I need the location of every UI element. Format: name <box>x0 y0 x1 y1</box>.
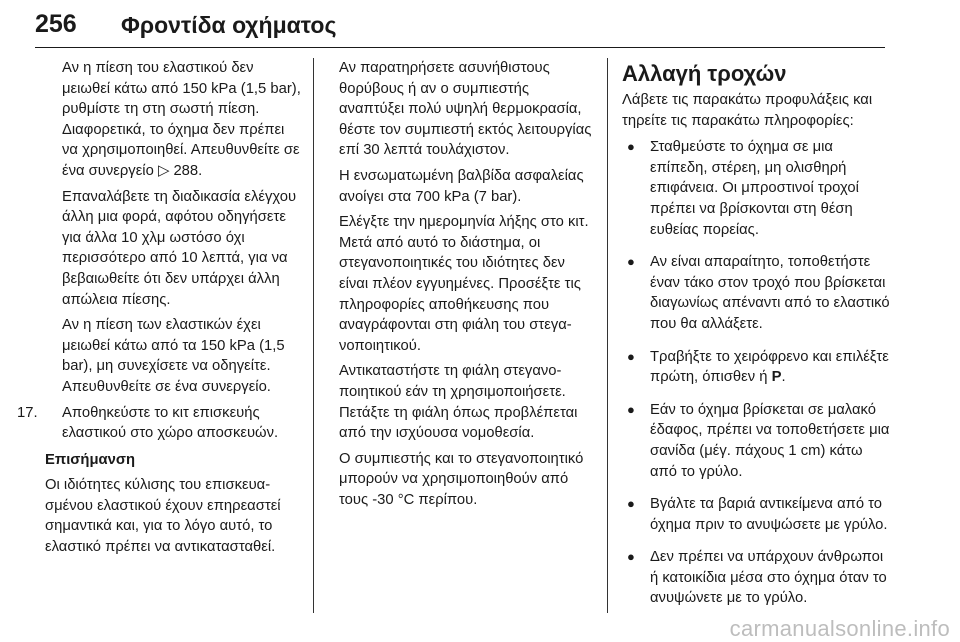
list-item <box>622 494 890 535</box>
precaution-list <box>622 137 890 609</box>
bullet-icon: ● <box>627 496 635 512</box>
list-item-text-part: Τραβήξτε το χειρόφρενο και επιλέξτε πρώτη, όπισθεν ή <box>650 348 889 386</box>
header-rule <box>35 47 885 48</box>
paragraph: Η ενσωματωμένη βαλβίδα ασφαλείας ανοίγει στα 700 kPa (7 bar). <box>339 167 584 205</box>
notice-title: Επισήμανση <box>45 451 136 468</box>
notice-box <box>17 450 303 558</box>
list-item-text: Σταθμεύστε το όχημα σε μια επίπεδη, στέρεη, μη ολισθηρή επιφάνεια. Οι μπροστινοί τροχοί πρέπει να βρίσκονται στη θέση ευθείας πορείας. <box>650 139 859 238</box>
list-item-text: Εάν το όχημα βρίσκεται σε μαλακό έδαφος, πρέπει να τοποθετήσετε μια σανίδα (μέγ. πάχους 1 cm) κάτω από το γρύλο. <box>650 401 890 480</box>
bullet-icon: ● <box>627 549 635 565</box>
bullet-icon: ● <box>627 254 635 270</box>
list-item-text: Αν είναι απαραίτητο, τοποθετήστε έναν τάκο στον τροχό που βρίσκεται διαγωνίως απέναντι από το ελαστικό που θα αλλάξετε. <box>650 254 890 332</box>
list-item-text <box>650 347 890 388</box>
column-right <box>622 52 890 621</box>
column-middle <box>339 58 595 515</box>
list-item <box>622 400 890 482</box>
bullet-icon: ● <box>627 348 635 364</box>
paragraph: Επαναλάβετε τη διαδικασία ελέγχου άλλη μια φορά, αφότου οδηγήσετε για άλλα 10 χλμ ωστόσο όχι περισσότερο από 10 λεπτά, για να βεβαιωθείτε ότι δεν υπάρχει άλλη απώλεια πίεσης. <box>62 188 297 308</box>
paragraph-text: Αν η πίεση του ελαστικού δεν μειωθεί κάτω από 150 kPa (1,5 bar), ρυθμίστε τη στη σωστή πίεση. Διαφορετικά, το όχημα δεν πρέπει να χρησιμοποιηθεί. Απευθυνθείτε σε ένα συνεργείο <box>62 60 301 179</box>
indented-block <box>17 58 303 398</box>
paragraph: Αντικαταστήστε τη φιάλη στεγανοποιητικού εάν τη χρησιμοποιήσετε. Πετάξτε τη φιάλη όπως προβλέπεται από την ισχύουσα νομοθεσία. <box>339 363 578 442</box>
list-item-text: Δεν πρέπει να υπάρχουν άνθρωποι ή κατοικίδια μέσα στο όχημα όταν το ανυψώνετε με το γρύλο. <box>650 549 887 607</box>
paragraph <box>62 58 303 182</box>
paragraph: Ελέγξτε την ημερομηνία λήξης στο κιτ. Μετά από αυτό το διάστημα, οι στεγανοποιητικές του ιδιότητες δεν είναι πλέον εγγυημένες. Προσέξτε τις πληροφορίες αποθήκευσης που αναγράφονται στη φιάλη του στεγανοποιητικού. <box>339 214 589 354</box>
list-item <box>622 347 890 388</box>
column-divider <box>313 58 314 613</box>
paragraph: Αν παρατηρήσετε ασυνήθιστους θορύβους ή αν ο συμπιεστής αναπτύξει πολύ υψηλή θερμοκρασία, θέστε τον συμπιεστή εκτός λειτουργίας επί 30 λεπτά τουλάχιστον. <box>339 60 592 159</box>
chapter-title: Φροντίδα οχήματος <box>121 12 337 38</box>
list-item <box>622 252 890 334</box>
paragraph: Αν η πίεση των ελαστικών έχει μειωθεί κάτω από τα 150 kPa (1,5 bar), μη συνεχίσετε να οδηγείτε. Απευθυνθείτε σε ένα συνεργείο. <box>62 317 285 395</box>
page-reference-icon: ▷ <box>157 162 170 179</box>
page-header <box>35 10 885 50</box>
intro-paragraph: Λάβετε τις παρακάτω προφυλάξεις και τηρείτε τις παρακάτω πληροφορίες: <box>622 92 873 129</box>
list-item-text-end: . <box>781 369 786 386</box>
list-item-text: Βγάλτε τα βαριά αντικείμενα από το όχημα πριν το ανυψώσετε με γρύλο. <box>650 496 888 533</box>
bullet-icon: ● <box>627 401 635 417</box>
bullet-icon: ● <box>627 139 635 155</box>
page-number: 256 <box>35 10 77 38</box>
watermark: carmanualsonline.info <box>729 616 950 641</box>
step-number: 17. <box>17 404 38 421</box>
column-left <box>17 58 303 563</box>
list-item <box>622 137 890 240</box>
gear-p-label: P <box>771 369 782 386</box>
column-divider <box>607 58 608 613</box>
notice-text: Οι ιδιότητες κύλισης του επισκευασμένου ελαστικού έχουν επηρεαστεί σημαντικά και, για το λόγο αυτό, το ελαστικό πρέπει να αντικατασταθεί. <box>45 477 281 556</box>
paragraph: Ο συμπιεστής και το στεγανοποιητικό μπορούν να χρησιμοποιηθούν από τους -30 °C περίπου. <box>339 450 584 508</box>
step-text: Αποθηκεύστε το κιτ επισκευής ελαστικού στο χώρο αποσκευών. <box>62 404 279 442</box>
page-reference[interactable]: 288. <box>173 162 203 179</box>
section-title: Αλλαγή τροχών <box>622 61 787 86</box>
numbered-step <box>17 403 303 444</box>
list-item <box>622 547 890 609</box>
